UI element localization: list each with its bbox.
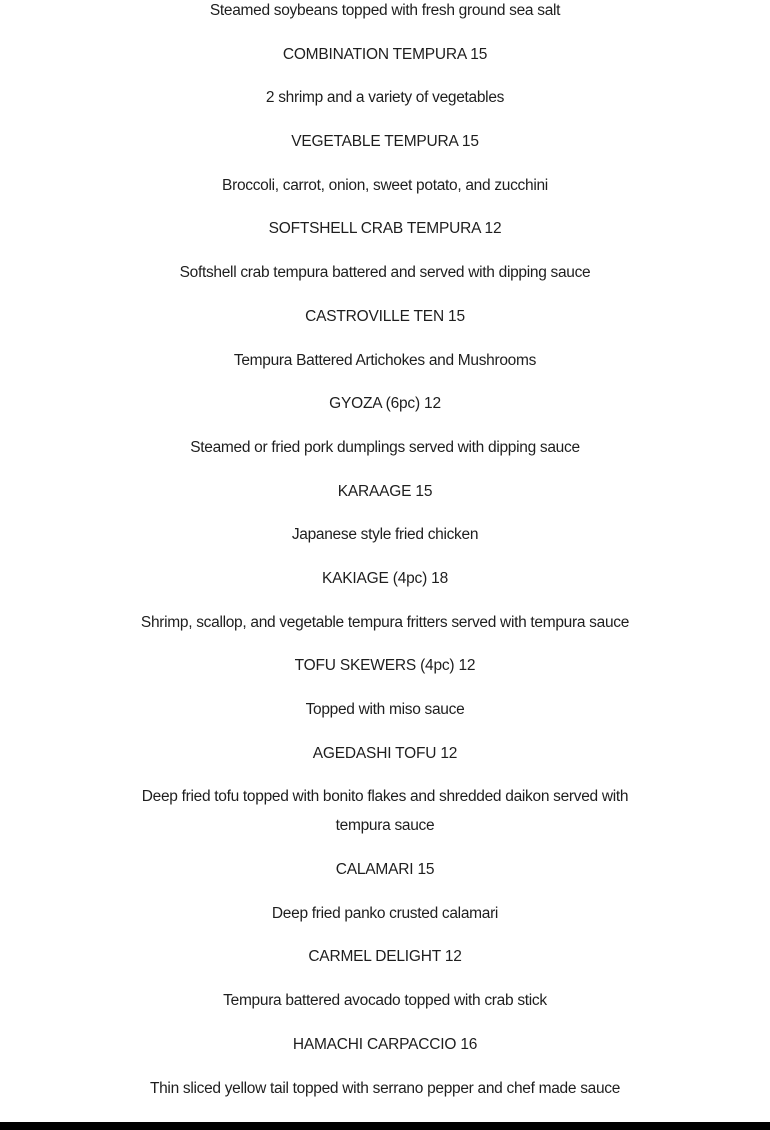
menu-item-description: Broccoli, carrot, onion, sweet potato, and zucchini	[222, 176, 548, 194]
footer-bar	[0, 1122, 770, 1130]
menu-item-title: AGEDASHI TOFU 12	[312, 744, 458, 762]
menu-item-title: GYOZA (6pc) 12	[329, 395, 441, 413]
menu-item-description: Deep fried tofu topped with bonito flakes and shredded daikon served with tempura sauce	[141, 788, 629, 835]
menu-item-title: CARMEL DELIGHT 12	[308, 948, 462, 966]
menu-item-description: Steamed or fried pork dumplings served with dipping sauce	[190, 438, 580, 456]
menu-item-title: COMBINATION TEMPURA 15	[282, 45, 488, 63]
menu-item-title: KAKIAGE (4pc) 18	[321, 569, 449, 587]
menu-item-title: TOFU SKEWERS (4pc) 12	[294, 657, 476, 675]
menu-item-title: HAMACHI CARPACCIO 16	[292, 1035, 478, 1053]
menu-item-description: Thin sliced yellow tail topped with serrano pepper and chef made sauce	[149, 1079, 621, 1097]
menu-item-description: Japanese style fried chicken	[291, 526, 479, 544]
menu-item-title: KARAAGE 15	[337, 482, 433, 500]
menu-item-description: Tempura battered avocado topped with crab stick	[223, 992, 547, 1010]
menu-item-description: Softshell crab tempura battered and served with dipping sauce	[179, 264, 591, 282]
menu-item-title: SOFTSHELL CRAB TEMPURA 12	[268, 220, 502, 238]
menu-item-title: CASTROVILLE TEN 15	[305, 307, 465, 325]
menu-item-description: Deep fried panko crusted calamari	[271, 904, 499, 922]
menu-item-title: VEGETABLE TEMPURA 15	[291, 133, 479, 151]
menu-item-description: 2 shrimp and a variety of vegetables	[265, 89, 505, 107]
menu-item-description: Steamed soybeans topped with fresh ground sea salt	[209, 2, 561, 19]
menu-item-description: Topped with miso sauce	[305, 701, 465, 718]
menu-item-title: CALAMARI 15	[335, 861, 435, 879]
menu-item-description: Shrimp, scallop, and vegetable tempura fritters served with tempura sauce	[140, 613, 630, 631]
menu-item-description: Tempura Battered Artichokes and Mushrooms	[233, 351, 537, 369]
